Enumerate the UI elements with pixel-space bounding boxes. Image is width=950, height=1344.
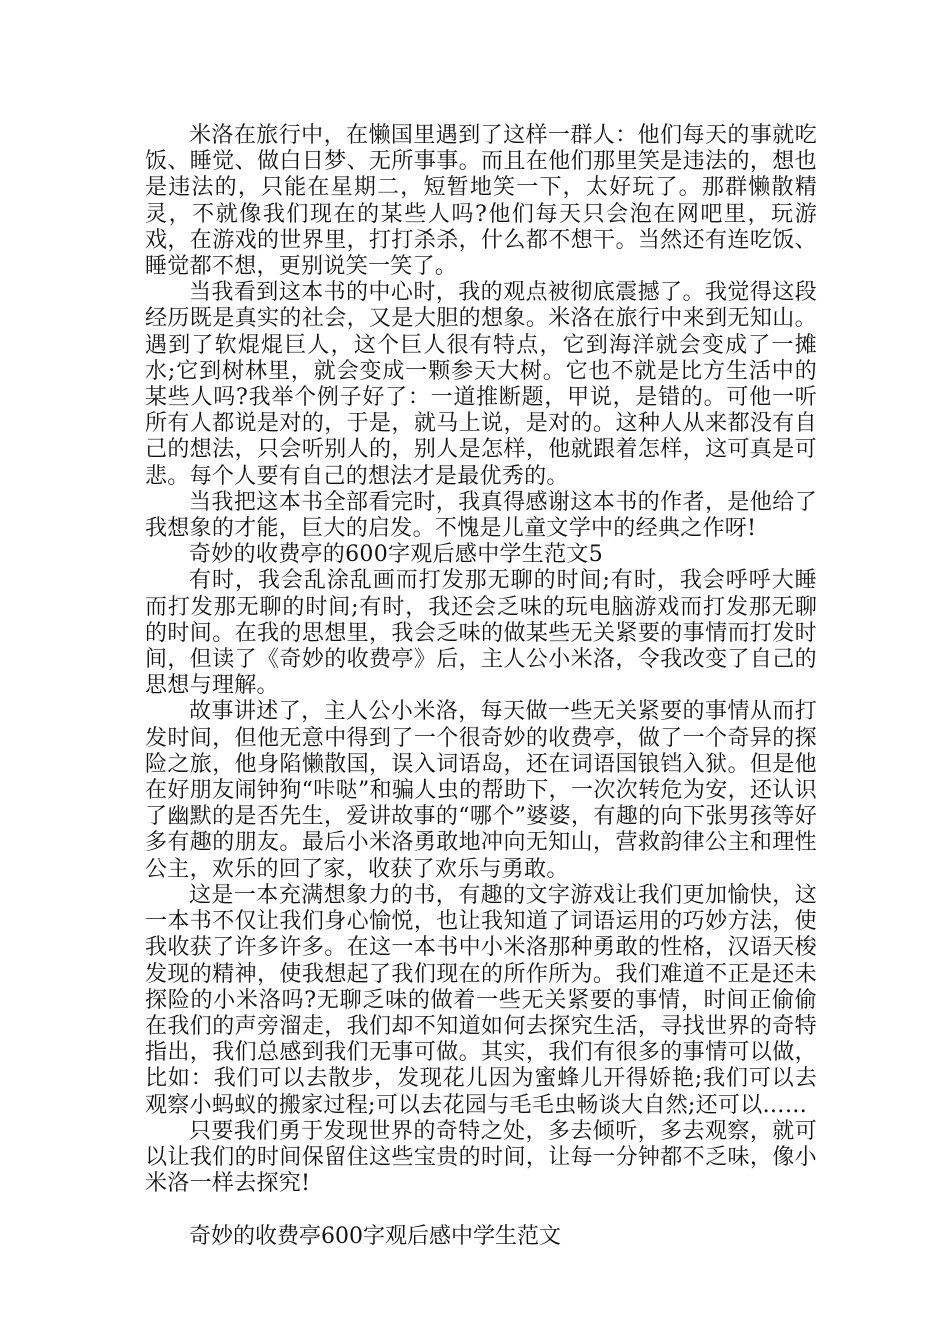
footer-title: 奇妙的收费亭600字观后感中学生范文 [189, 1224, 561, 1249]
paragraph-3: 当我把这本书全部看完时，我真得感谢这本书的作者，是他给了我想象的才能，巨大的启发。不愧是儿童文学中的经典之作呀! [145, 489, 817, 542]
paragraph-2: 当我看到这本书的中心时，我的观点被彻底震撼了。我觉得这段经历既是真实的社会，又是大胆的想象。米洛在旅行中来到无知山。遇到了软焜焜巨人，这个巨人很有特点，它到海洋就会变成了一摊水;它到树林里，就会变成一颗参天大树。它也不就是比方生活中的某些人吗?我举个例子好了：一道推断题，甲说，是错的。可他一听所有人都说是对的，于是，就马上说，是对的。这种人从来都没有自己的想法，只会听别人的，别人是怎样，他就跟着怎样，这可真是可悲。每个人要有自己的想法才是最优秀的。 [145, 280, 817, 489]
paragraph-4: 有时，我会乱涂乱画而打发那无聊的时间;有时，我会呼呼大睡而打发那无聊的时间;有时，我还会乏味的玩电脑游戏而打发那无聊的时间。在我的思想里，我会乏味的做某些无关紧要的事情而打发时间，但读了《奇妙的收费亭》后，主人公小米洛，令我改变了自己的思想与理解。 [145, 568, 817, 699]
section-heading: 奇妙的收费亭的600字观后感中学生范文5 [189, 542, 603, 568]
paragraph-6: 这是一本充满想象力的书，有趣的文字游戏让我们更加愉快，这一本书不仅让我们身心愉悦，也让我知道了词语运用的巧妙方法，使我收获了许多许多。在这一本书中小米洛那种勇敢的性格，汉语天梭发现的精神，使我想起了我们现在的所作所为。我们难道不正是还未探险的小米洛吗?无聊乏味的做着一些无关紧要的事情，时间正偷偷在我们的声旁溜走，我们却不知道如何去探究生活，寻找世界的奇特指出，我们总感到我们无事可做。其实，我们有很多的事情可以做，比如：我们可以去散步，发现花儿因为蜜蜂儿开得娇艳;我们可以去观察小蚂蚁的搬家过程;可以去花园与毛毛虫畅谈大自然;还可以…… [145, 882, 817, 1118]
paragraph-1: 米洛在旅行中，在懒国里遇到了这样一群人：他们每天的事就吃饭、睡觉、做白日梦、无所事事。而且在他们那里笑是违法的，想也是违法的，只能在星期二，短暂地笑一下，太好玩了。那群懒散精灵，不就像我们现在的某些人吗?他们每天只会泡在网吧里，玩游戏，在游戏的世界里，打打杀杀，什么都不想干。当然还有连吃饭、睡觉都不想，更别说笑一笑了。 [145, 123, 817, 280]
paragraph-5: 故事讲述了，主人公小米洛，每天做一些无关紧要的事情从而打发时间，但他无意中得到了一个很奇妙的收费亭，做了一个奇异的探险之旅，他身陷懒散国，误入词语岛，还在词语国锒铛入狱。但是他在好朋友闹钟狗“咔哒”和骗人虫的帮助下，一次次转危为安，还认识了幽默的是否先生，爱讲故事的“哪个”婆婆，有趣的向下张男孩等好多有趣的朋友。最后小米洛勇敢地冲向无知山，营救韵律公主和理性公主，欢乐的回了家，收获了欢乐与勇敢。 [145, 699, 817, 882]
paragraph-7: 只要我们勇于发现世界的奇特之处，多去倾听，多去观察，就可以让我们的时间保留住这些宝贵的时间，让每一分钟都不乏味，像小米洛一样去探究! [145, 1118, 817, 1197]
document-body [145, 123, 817, 1197]
